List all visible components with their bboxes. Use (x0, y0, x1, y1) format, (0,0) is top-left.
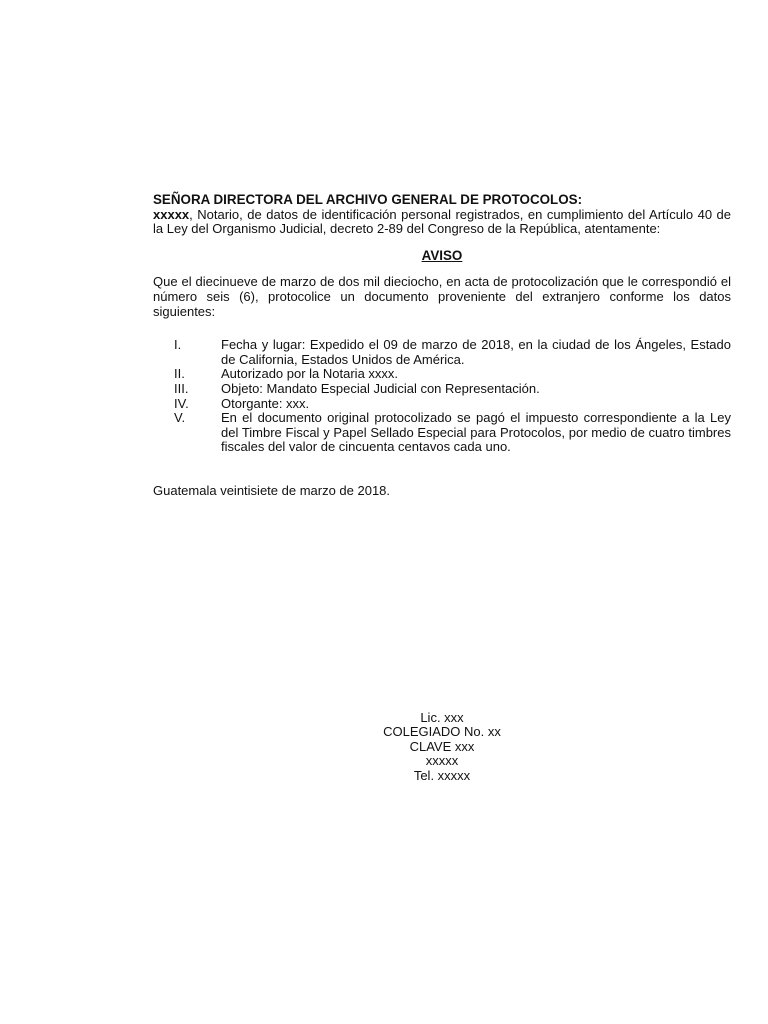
list-item (153, 367, 731, 382)
list-item-number: II. (174, 366, 185, 382)
list-item-number: V. (174, 410, 186, 426)
intro-paragraph (153, 208, 731, 237)
list-item-text: Otorgante: xxx. (221, 395, 310, 411)
list-item-text: Fecha y lugar: Expedido el 09 de marzo de 2018, en la ciudad de los Ángeles, Estado de California, Estados Unidos de América. (221, 337, 731, 367)
signature-name: Lic. xxx (420, 710, 464, 725)
list-item-text: Autorizado por la Notaria xxxx. (221, 366, 399, 382)
list-item (153, 411, 731, 455)
list-item-text: En el documento original protocolizado se pagó el impuesto correspondiente a la Ley del Timbre Fiscal y Papel Sellado Especial para Protocolos, por medio de cuatro timbres fiscales del valor de cincuenta centavos cada uno. (221, 410, 731, 455)
signature-phone: Tel. xxxxx (413, 767, 471, 783)
list-item-number: IV. (174, 395, 189, 411)
document-body (153, 193, 731, 499)
document-heading: SEÑORA DIRECTORA DEL ARCHIVO GENERAL DE PROTOCOLOS: (153, 192, 583, 207)
list-item-text: Objeto: Mandato Especial Judicial con Representación. (221, 380, 540, 396)
signature-clave: CLAVE xxx (409, 738, 475, 754)
closing-date: Guatemala veintisiete de marzo de 2018. (153, 482, 391, 498)
intro-text: , Notario, de datos de identificación personal registrados, en cumplimiento del Artículo 40 de la Ley del Organismo Judicial, decreto 2-89 del Congreso de la República, atentamente: (153, 206, 731, 237)
list-item (153, 397, 731, 412)
notary-name: xxxxx (153, 206, 190, 222)
list-item-number: III. (174, 380, 189, 396)
list-item (153, 338, 731, 367)
list-item (153, 382, 731, 397)
main-paragraph: Que el diecinueve de marzo de dos mil dieciocho, en acta de protocolización que le correspondió el número seis (6), protocolice un documento proveniente del extranjero conforme los datos siguientes: (153, 274, 731, 319)
document-title: AVISO (421, 247, 463, 263)
signature-colegiado: COLEGIADO No. xx (383, 724, 501, 740)
signature-block (358, 711, 526, 783)
signature-line: xxxxx (425, 753, 459, 769)
data-list (153, 338, 731, 455)
list-item-number: I. (174, 337, 182, 353)
